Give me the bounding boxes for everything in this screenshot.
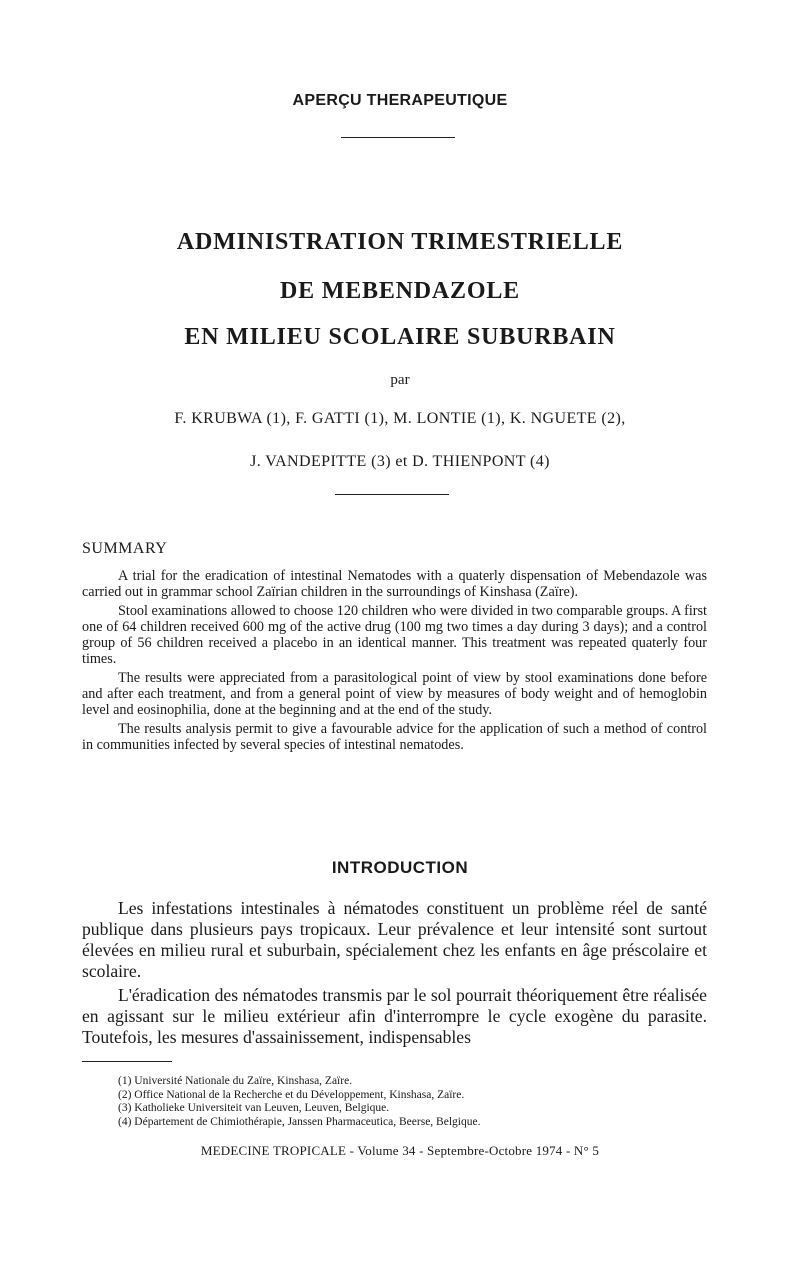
summary-paragraph: The results were appreciated from a parasitological point of view by stool examinations done before and after each treatment, and from a general point of view by measures of body weight and of hemoglobin level and eosinophilia, done at the beginning and at the end of the study. (82, 670, 707, 718)
summary-paragraph: A trial for the eradication of intestinal Nematodes with a quaterly dispensation of Mebendazole was carried out in grammar school Zaïrian children in the surroundings of Kinshasa (Zaïre). (82, 568, 707, 600)
authors-line-1: F. KRUBWA (1), F. GATTI (1), M. LONTIE (1), K. NGUETE (2), (174, 410, 626, 427)
header-rule (341, 137, 455, 138)
footnote-rule (82, 1061, 172, 1062)
authors-rule (335, 494, 449, 495)
article-title-line-1: ADMINISTRATION TRIMESTRIELLE (176, 229, 624, 255)
section-label: APERÇU THERAPEUTIQUE (292, 92, 508, 109)
article-title-line-2: DE MEBENDAZOLE (280, 278, 520, 304)
footnote: (2) Office National de la Recherche et du Développement, Kinshasa, Zaïre. (118, 1088, 465, 1101)
article-title-line-3: EN MILIEU SCOLAIRE SUBURBAIN (184, 324, 616, 350)
footnote: (3) Katholieke Universiteit van Leuven, Leuven, Belgique. (118, 1102, 390, 1114)
authors-line-2: J. VANDEPITTE (3) et D. THIENPONT (4) (250, 453, 550, 470)
byline-par: par (390, 372, 410, 388)
introduction-body (82, 898, 707, 1051)
summary-block (82, 568, 707, 756)
body-paragraph: Les infestations intestinales à nématodes constituent un problème réel de santé publique dans plusieurs pays tropicaux. Leur prévalence et leur intensité sont surtout élevées en milieu rural et suburbain, spécialement chez les enfants en âge préscolaire et scolaire. (82, 898, 707, 981)
summary-heading: SUMMARY (82, 540, 168, 557)
footnote: (1) Université Nationale du Zaïre, Kinshasa, Zaïre. (118, 1075, 353, 1087)
footnote: (4) Département de Chimiothérapie, Janssen Pharmaceutica, Beerse, Belgique. (118, 1115, 481, 1128)
journal-citation: MEDECINE TROPICALE - Volume 34 - Septembre-Octobre 1974 - N° 5 (200, 1143, 600, 1158)
summary-paragraph: Stool examinations allowed to choose 120 children who were divided in two comparable groups. A first one of 64 children received 600 mg of the active drug (100 mg two times a day during 3 days); and a control group of 56 children received a placebo in an identical manner. This treatment was repeated quaterly four times. (82, 603, 707, 667)
footnotes (118, 1075, 638, 1129)
body-paragraph: L'éradication des nématodes transmis par le sol pourrait théoriquement être réalisée en agissant sur le milieu extérieur afin d'interrompre le cycle exogène du parasite. Toutefois, les mesures d'assainissement, indispensables (82, 985, 707, 1047)
introduction-heading: INTRODUCTION (331, 858, 469, 877)
summary-paragraph: The results analysis permit to give a favourable advice for the application of such a method of control in communities infected by several species of intestinal nematodes. (82, 721, 707, 753)
